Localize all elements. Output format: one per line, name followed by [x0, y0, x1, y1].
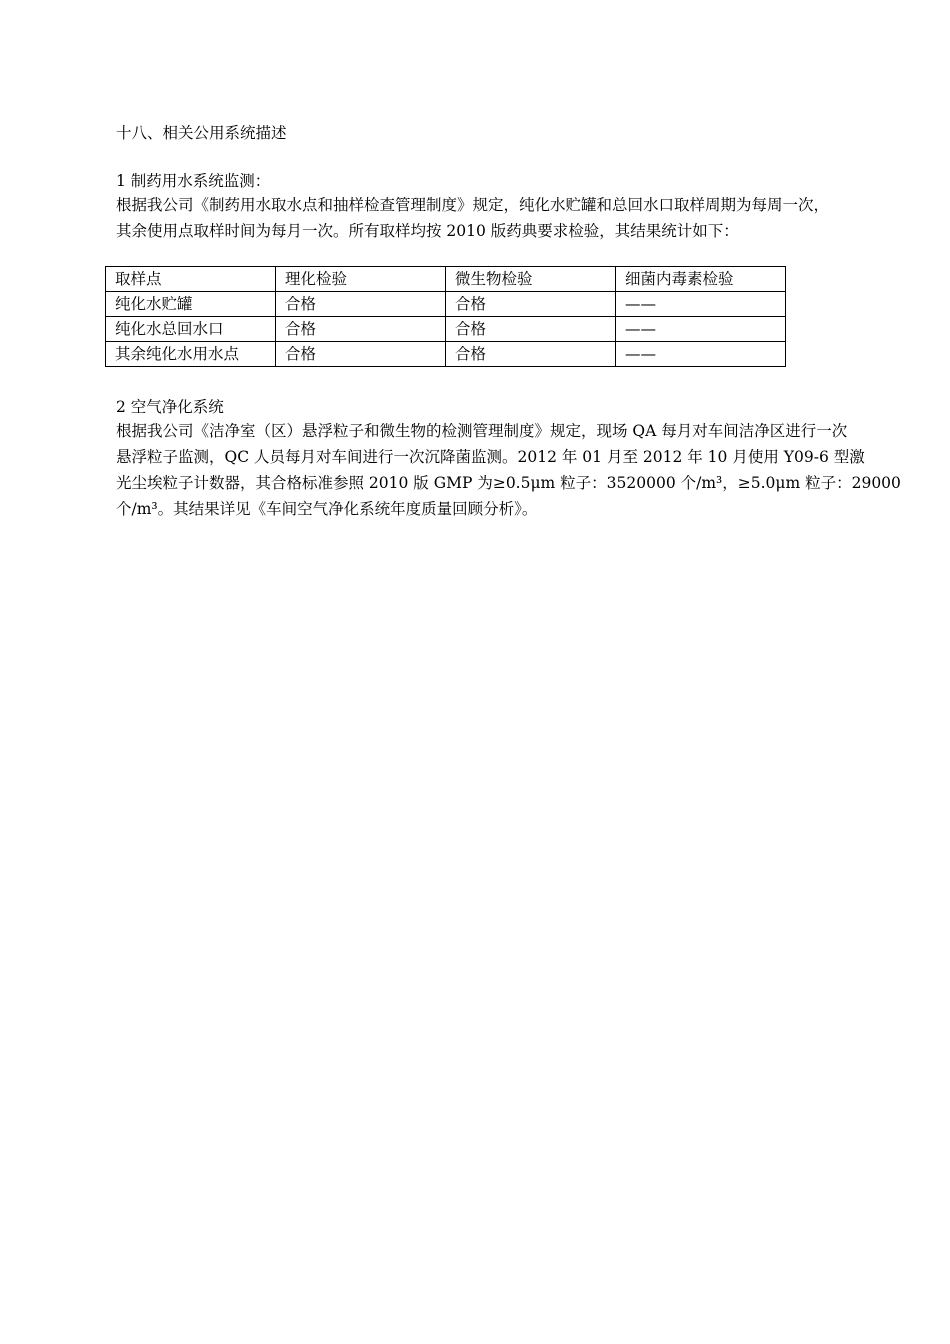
- table-row: [106, 292, 786, 317]
- table-row: [106, 342, 786, 367]
- air-system-heading: 2 空气净化系统: [116, 398, 224, 416]
- paragraph-line: 根据我公司《洁净室（区）悬浮粒子和微生物的检测管理制度》规定，现场 QA 每月对车间洁净区进行一次: [116, 422, 848, 440]
- table-cell: ——: [616, 342, 786, 367]
- header-cell: 取样点: [106, 267, 276, 292]
- table-header-row: [106, 267, 786, 292]
- table-cell: ——: [616, 317, 786, 342]
- paragraph-line: 其余使用点取样时间为每月一次。所有取样均按 2010 版药典要求检验，其结果统计如下：: [116, 222, 739, 240]
- table-cell: 合格: [276, 342, 446, 367]
- table-cell: 纯化水贮罐: [106, 292, 276, 317]
- water-system-heading: 1 制药用水系统监测：: [116, 172, 271, 190]
- table-cell: 其余纯化水用水点: [106, 342, 276, 367]
- table-cell: 合格: [276, 292, 446, 317]
- header-cell: 微生物检验: [446, 267, 616, 292]
- table-cell: 纯化水总回水口: [106, 317, 276, 342]
- table-row: [106, 317, 786, 342]
- header-cell: 细菌内毒素检验: [616, 267, 786, 292]
- water-system-paragraph: [116, 192, 858, 244]
- paragraph-line: 根据我公司《制药用水取水点和抽样检查管理制度》规定，纯化水贮罐和总回水口取样周期为每周一次，: [116, 196, 830, 214]
- paragraph-line: 悬浮粒子监测，QC 人员每月对车间进行一次沉降菌监测。2012 年 01 月至 2012 年 10 月使用 Y09-6 型激: [116, 448, 865, 466]
- table-cell: 合格: [276, 317, 446, 342]
- table-cell: 合格: [446, 342, 616, 367]
- section-title: 十八、相关公用系统描述: [116, 124, 287, 142]
- table-cell: 合格: [446, 317, 616, 342]
- header-cell: 理化检验: [276, 267, 446, 292]
- water-results-table: [105, 266, 786, 367]
- table-cell: ——: [616, 292, 786, 317]
- table-cell: 合格: [446, 292, 616, 317]
- air-system-paragraph: [116, 418, 901, 522]
- paragraph-line: 光尘埃粒子计数器，其合格标准参照 2010 版 GMP 为≥0.5μm 粒子：3520000 个/m³，≥5.0μm 粒子：29000: [116, 474, 901, 492]
- paragraph-line: 个/m³。其结果详见《车间空气净化系统年度质量回顾分析》。: [116, 500, 538, 518]
